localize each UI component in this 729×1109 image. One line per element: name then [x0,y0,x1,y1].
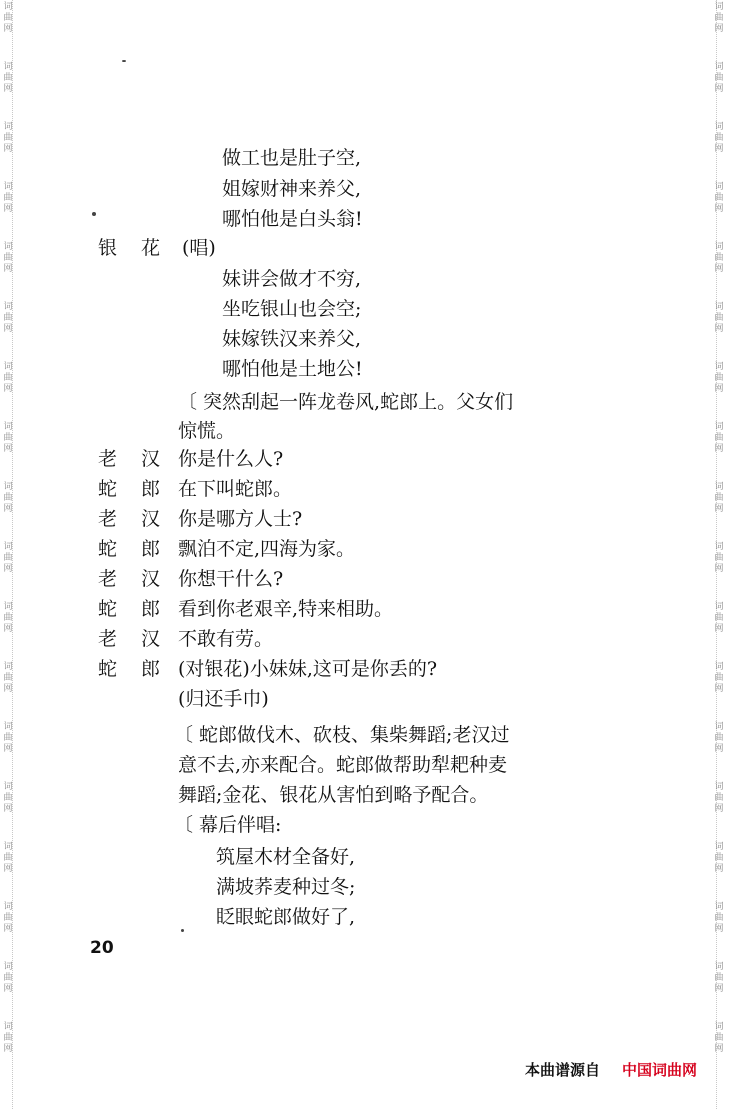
margin-watermark: 词 曲 网 [3,122,13,154]
stage-direction: 舞蹈;金花、银花从害怕到略予配合。 [178,784,489,806]
speaker-char: 郎 [140,658,160,680]
margin-watermark: 词 曲 网 [3,62,13,94]
speaker-char: 银 [98,237,118,259]
margin-watermark: 词 曲 网 [714,182,724,214]
speaker-char: 汉 [140,508,160,530]
margin-watermark: 词 曲 网 [3,722,13,754]
margin-watermark: 词 曲 网 [714,422,724,454]
margin-watermark: 词 曲 网 [714,242,724,274]
lyric-line: 眨眼蛇郎做好了, [216,906,356,928]
margin-watermark: 词 曲 网 [3,362,13,394]
speaker-char: 郎 [140,538,160,560]
margin-watermark: 词 曲 网 [3,842,13,874]
lyric-line: 哪怕他是土地公! [222,358,363,380]
speaker-char: 蛇 [98,478,118,500]
dialogue-line: 你是什么人? [178,448,284,470]
speaker-char: 蛇 [98,538,118,560]
lyric-line: 满坡荞麦种过冬; [216,876,356,898]
stage-direction: 〔 蛇郎做伐木、砍枝、集柴舞蹈;老汉过 [174,724,510,746]
speaker-name [98,657,160,681]
speaker-name [98,507,160,531]
margin-watermark: 词 曲 网 [714,62,724,94]
speaker-char: 郎 [140,598,160,620]
lyric-line: 做工也是肚子空, [222,147,362,169]
dialogue-line: 你想干什么? [178,568,284,590]
dialogue-line: 飘泊不定,四海为家。 [178,538,356,560]
dialogue-line: 不敢有劳。 [178,628,274,650]
margin-watermark: 词 曲 网 [3,782,13,814]
speaker-char: 汉 [140,448,160,470]
margin-watermark: 词 曲 网 [714,662,724,694]
speaker-char: 老 [98,508,118,530]
dialogue-line: (对银花)小妹妹,这可是你丢的? [178,658,438,680]
dialogue-line: 在下叫蛇郎。 [178,478,293,500]
speck [122,60,126,62]
stage-direction: 惊慌。 [178,420,236,442]
speaker-char: 郎 [140,478,160,500]
speaker-name [98,236,160,260]
margin-watermark: 词 曲 网 [3,482,13,514]
page-number: 20 [90,938,114,958]
lyric-line: 哪怕他是白头翁! [222,208,363,230]
margin-watermark: 词 曲 网 [3,602,13,634]
margin-watermark: 词 曲 网 [3,1022,13,1054]
speaker-char: 老 [98,568,118,590]
margin-watermark: 词 曲 网 [714,1022,724,1054]
margin-watermark: 词 曲 网 [3,962,13,994]
speaker-name [98,597,160,621]
lyric-line: 姐嫁财神来养父, [222,178,362,200]
source-footer [525,1059,697,1080]
speck [181,929,184,932]
margin-watermark: 词 曲 网 [714,482,724,514]
margin-watermark: 词 曲 网 [3,2,13,34]
lyric-line: 筑屋木材全备好, [216,846,356,868]
speaker-char: 老 [98,448,118,470]
margin-watermark: 词 曲 网 [3,542,13,574]
stage-cue: (唱) [182,237,216,259]
speaker-name [98,477,160,501]
lyric-line: 妹嫁铁汉来养父, [222,328,362,350]
margin-watermark: 词 曲 网 [714,122,724,154]
margin-watermark: 词 曲 网 [3,662,13,694]
margin-watermark: 词 曲 网 [714,722,724,754]
margin-watermark: 词 曲 网 [714,362,724,394]
dialogue-line: 你是哪方人士? [178,508,303,530]
margin-watermark: 词 曲 网 [3,422,13,454]
margin-watermark: 词 曲 网 [714,2,724,34]
lyric-line: 坐吃银山也会空; [222,298,362,320]
speaker-char: 老 [98,628,118,650]
footer-source-label: 本曲谱源自 [524,1061,600,1079]
stage-direction: 意不去,亦来配合。蛇郎做帮助犁耙种麦 [178,754,508,776]
speaker-name [98,447,160,471]
margin-watermark: 词 曲 网 [714,842,724,874]
margin-watermark: 词 曲 网 [714,782,724,814]
speaker-char: 汉 [140,568,160,590]
margin-watermark: 词 曲 网 [3,902,13,934]
speaker-char: 汉 [140,628,160,650]
margin-watermark: 词 曲 网 [3,242,13,274]
stage-cue: (归还手巾) [178,688,269,710]
margin-watermark: 词 曲 网 [714,602,724,634]
speaker-char: 蛇 [98,598,118,620]
margin-watermark: 词 曲 网 [714,302,724,334]
margin-watermark: 词 曲 网 [714,542,724,574]
margin-watermark: 词 曲 网 [714,962,724,994]
speaker-char: 蛇 [98,658,118,680]
margin-watermark: 词 曲 网 [3,182,13,214]
speaker-char: 花 [140,237,160,259]
lyric-line: 妹讲会做才不穷, [222,268,362,290]
margin-watermark: 词 曲 网 [714,902,724,934]
speck [92,212,96,216]
dialogue-line: 看到你老艰辛,特来相助。 [178,598,394,620]
footer-site-link[interactable]: 中国词曲网 [621,1061,697,1079]
stage-direction: 〔 突然刮起一阵龙卷风,蛇郎上。父女们 [178,391,514,413]
speaker-name [98,567,160,591]
speaker-name [98,627,160,651]
speaker-name [98,537,160,561]
margin-watermark: 词 曲 网 [3,302,13,334]
stage-direction: 〔 幕后伴唱: [174,814,282,836]
